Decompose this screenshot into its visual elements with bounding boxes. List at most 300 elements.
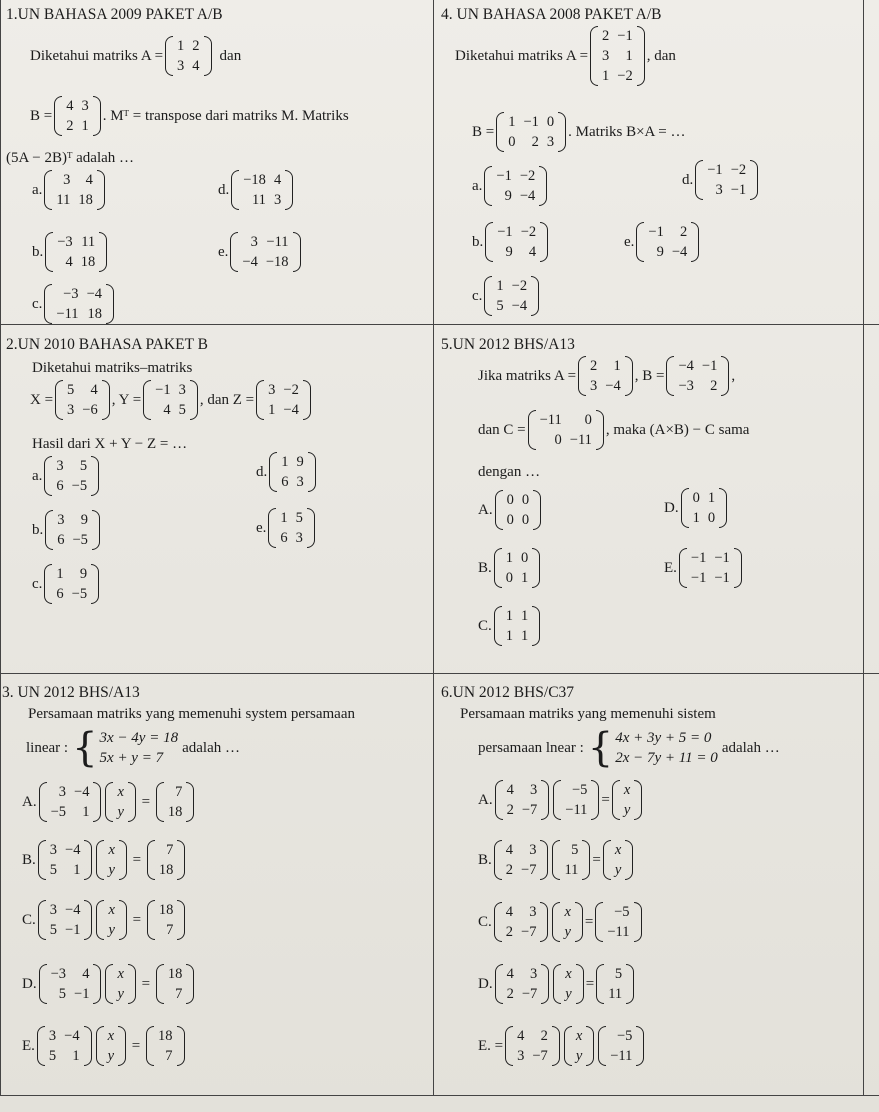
matrix-left-paren (39, 964, 47, 1004)
matrix-entry: −3 (63, 286, 79, 302)
matrix-right-paren (582, 840, 590, 880)
matrix-left-paren (147, 900, 155, 940)
matrix-entry: 9 (504, 188, 512, 205)
matrix-grid (154, 1026, 177, 1066)
matrix-entry: −1 (648, 224, 664, 240)
divider-col-left (0, 0, 1, 1095)
q1-option-d-label: d. (218, 181, 230, 198)
q1-option-e-matrix (230, 232, 300, 272)
matrix-entry: 2 (505, 862, 514, 879)
matrix-entry: y (107, 1048, 115, 1065)
matrix-left-paren (695, 160, 703, 200)
q6-option-e-label: E. = (478, 1037, 504, 1054)
matrix-left-paren (612, 780, 620, 820)
matrix-entry: 6 (56, 586, 64, 603)
matrix-entry: −1 (74, 986, 90, 1003)
matrix-entry: 9 (80, 512, 88, 528)
matrix-entry: 0 (521, 550, 529, 566)
matrix-entry: 18 (80, 254, 96, 271)
matrix-grid (47, 782, 94, 822)
matrix-entry: −5 (614, 904, 630, 920)
matrix-left-paren (603, 840, 611, 880)
q5-option-b (478, 548, 542, 588)
matrix-entry: −1 (690, 550, 707, 566)
matrix-entry: 0 (508, 134, 516, 151)
q2-option-d (256, 452, 318, 492)
matrix-grid (52, 456, 91, 496)
q4-option-e (624, 222, 701, 262)
q5-header: 5.UN 2012 BHS/A13 (441, 336, 575, 353)
matrix-entry: 9 (296, 454, 304, 470)
q6-option-c-label: C. (478, 913, 492, 930)
q5-matrix-c (528, 410, 604, 450)
q4-given (455, 26, 676, 86)
matrix-right-paren (539, 166, 547, 206)
matrix-grid (238, 232, 292, 272)
matrix-entry: −2 (283, 382, 299, 398)
q3-header: 3. UN 2012 BHS/A13 (2, 684, 140, 701)
q2-option-a-label: a. (32, 467, 43, 484)
q5-option-d-label: D. (664, 499, 679, 516)
matrix-entry: x (117, 966, 124, 982)
matrix-entry: 0 (707, 510, 716, 527)
q2-option-c (32, 564, 101, 604)
q5-option-c-label: C. (478, 617, 492, 634)
matrix-right-paren (102, 380, 110, 420)
matrix-entry: −3 (50, 966, 67, 982)
q1-option-c-matrix (44, 284, 114, 324)
matrix-grid (504, 112, 558, 152)
matrix-entry: 9 (505, 244, 513, 261)
matrix-entry: −11 (607, 924, 630, 941)
matrix-entry: 3 (530, 966, 538, 982)
matrix-entry: y (565, 986, 572, 1003)
matrix-entry: −4 (74, 784, 90, 800)
matrix-left-paren (44, 284, 52, 324)
q3-option-c: C. 3 −4 5 −1 x y = 18 7 (22, 900, 187, 940)
matrix-grid (561, 780, 591, 820)
q3-equation-system (72, 725, 179, 772)
q5-option-e (664, 548, 744, 588)
matrix-right-paren (84, 1026, 92, 1066)
matrix-left-paren (679, 548, 687, 588)
matrix-entry: x (117, 784, 124, 800)
matrix-left-paren (146, 1026, 154, 1066)
matrix-entry: 4 (273, 172, 282, 188)
matrix-entry: 2 (540, 1028, 548, 1044)
q1-b-line (30, 96, 349, 136)
matrix-left-paren (269, 452, 277, 492)
matrix-entry: 4 (66, 98, 74, 114)
matrix-grid (604, 964, 626, 1004)
matrix-grid (53, 510, 92, 550)
matrix-entry: 2 (66, 118, 74, 135)
q3-option-b-matrix (38, 840, 93, 880)
matrix-left-paren (96, 1026, 104, 1066)
q5-line1 (478, 356, 735, 396)
matrix-left-paren (44, 170, 52, 210)
q6-line1: Persamaan matriks yang memenuhi sistem (460, 706, 716, 722)
matrix-left-paren (165, 36, 173, 76)
matrix-entry: 3 (546, 134, 555, 151)
q6-option-e (478, 1026, 646, 1066)
matrix-entry: 1 (496, 278, 504, 294)
matrix-entry: 5 (49, 862, 58, 879)
q6-option-c-rhs (595, 902, 641, 942)
matrix-left-paren (45, 232, 53, 272)
matrix-entry: −1 (155, 382, 171, 398)
q3-option-e-xy (96, 1026, 126, 1066)
q3-option-b: B. 3 −4 5 1 x y = 7 18 (22, 840, 187, 880)
matrix-left-paren (598, 1026, 606, 1066)
matrix-entry: 4 (90, 382, 98, 398)
matrix-right-paren (119, 900, 127, 940)
matrix-left-paren (38, 900, 46, 940)
matrix-right-paren (106, 284, 114, 324)
matrix-right-paren (307, 508, 315, 548)
matrix-entry: 0 (554, 432, 562, 449)
q5-line3: dengan … (478, 464, 541, 480)
matrix-entry: −1 (65, 922, 81, 939)
matrix-entry: −1 (701, 358, 718, 374)
matrix-left-paren (496, 112, 504, 152)
q3-line1: Persamaan matriks yang memenuhi system persamaan (28, 706, 355, 722)
matrix-right-paren (186, 782, 194, 822)
matrix-right-paren (93, 964, 101, 1004)
matrix-entry: 2 (192, 38, 200, 54)
matrix-grid (560, 902, 574, 942)
q5-option-a-label: A. (478, 501, 493, 518)
matrix-right-paren (625, 356, 633, 396)
matrix-entry: 1 (72, 1048, 80, 1065)
matrix-right-paren (531, 276, 539, 316)
q3-option-e-label: E. (22, 1037, 35, 1054)
matrix-entry: 6 (281, 474, 289, 491)
matrix-grid (598, 26, 637, 86)
matrix-right-paren (558, 112, 566, 152)
matrix-left-paren (552, 902, 560, 942)
matrix-right-paren (118, 1026, 126, 1066)
q5-matrix-a (578, 356, 633, 396)
matrix-left-paren (636, 222, 644, 262)
q4-option-a-matrix (484, 166, 547, 206)
matrix-entry: 2 (506, 802, 514, 819)
matrix-entry: x (623, 782, 631, 798)
q5-option-b-matrix (494, 548, 541, 588)
q1-option-e-label: e. (218, 243, 229, 260)
q2-option-b-matrix (45, 510, 100, 550)
matrix-entry: 7 (166, 922, 174, 939)
q1-dan: dan (219, 47, 242, 64)
matrix-right-paren (92, 510, 100, 550)
matrix-entry: 11 (251, 192, 266, 209)
q6-option-b-matrix (494, 840, 549, 880)
matrix-entry: 5 (178, 402, 186, 419)
matrix-left-paren (156, 782, 164, 822)
matrix-entry: y (575, 1048, 583, 1065)
q5-prefix: Jika matriks A = (478, 367, 577, 384)
q1-option-b-matrix (45, 232, 107, 272)
q6-option-d-matrix (495, 964, 550, 1004)
matrix-right-paren (591, 780, 599, 820)
left-brace-icon: { (72, 725, 98, 772)
matrix-left-paren (256, 380, 264, 420)
matrix-grid (151, 380, 190, 420)
matrix-right-paren (691, 222, 699, 262)
q1-b-prefix: B = (30, 107, 53, 124)
matrix-entry: x (614, 842, 622, 858)
matrix-grid (104, 1026, 118, 1066)
matrix-entry: −11 (539, 412, 562, 428)
matrix-entry: 2 (602, 28, 610, 44)
matrix-entry: 4 (65, 254, 73, 271)
q2-question: Hasil dari X + Y − Z = … (32, 436, 188, 452)
matrix-entry: 5 (58, 986, 67, 1003)
matrix-right-paren (625, 840, 633, 880)
matrix-entry: x (108, 842, 115, 858)
matrix-entry: −4 (86, 286, 102, 302)
matrix-grid (586, 356, 625, 396)
q2-option-a-matrix (44, 456, 99, 496)
matrix-right-paren (719, 488, 727, 528)
matrix-left-paren (596, 964, 604, 1004)
matrix-grid (492, 166, 539, 206)
q4-header: 4. UN BAHASA 2008 PAKET A/B (441, 6, 662, 23)
q3-option-c-rhs (147, 900, 186, 940)
matrix-grid (503, 490, 534, 530)
matrix-grid (502, 606, 533, 646)
matrix-entry: 1 (82, 804, 90, 821)
matrix-entry: −3 (57, 234, 73, 250)
matrix-entry: 3 (268, 382, 276, 398)
q5-option-c-matrix (494, 606, 541, 646)
matrix-entry: −1 (523, 114, 539, 130)
matrix-left-paren (564, 1026, 572, 1066)
matrix-right-paren (626, 964, 634, 1004)
matrix-left-paren (495, 964, 503, 1004)
matrix-entry: 5 (571, 842, 579, 858)
matrix-entry: 3 (590, 378, 598, 395)
matrix-left-paren (231, 170, 239, 210)
matrix-grid (46, 900, 85, 940)
matrix-entry: −3 (678, 378, 694, 395)
q5-option-e-label: E. (664, 559, 677, 576)
matrix-right-paren (308, 452, 316, 492)
matrix-entry: 3 (602, 48, 610, 65)
matrix-entry: −18 (265, 254, 289, 271)
matrix-entry: 18 (167, 804, 183, 821)
matrix-entry: 0 (521, 492, 530, 508)
matrix-right-paren (190, 380, 198, 420)
matrix-left-paren (37, 1026, 45, 1066)
q4-matrix-a (590, 26, 645, 86)
matrix-left-paren (44, 564, 52, 604)
matrix-entry: −11 (266, 234, 289, 250)
q3-eq1: 3x − 4y = 18 (99, 730, 179, 746)
matrix-entry: −4 (519, 188, 536, 205)
q5-option-e-matrix (679, 548, 742, 588)
matrix-entry: −1 (617, 28, 633, 44)
matrix-entry: 18 (158, 1028, 173, 1044)
matrix-left-paren (105, 782, 113, 822)
q6-eq1: 4x + 3y + 5 = 0 (615, 730, 712, 746)
matrix-entry: −4 (283, 402, 299, 419)
matrix-entry: −2 (520, 224, 537, 240)
matrix-left-paren (494, 840, 502, 880)
matrix-entry: x (107, 1028, 115, 1044)
matrix-entry: −2 (511, 278, 528, 294)
matrix-left-paren (495, 490, 503, 530)
matrix-entry: 1 (268, 402, 276, 419)
matrix-entry: y (108, 862, 115, 879)
matrix-entry: 3 (295, 530, 303, 547)
matrix-right-paren (540, 222, 548, 262)
q2-option-b (32, 510, 102, 550)
matrix-entry: −4 (671, 244, 688, 261)
matrix-entry: 11 (56, 192, 71, 209)
matrix-entry: −4 (65, 842, 81, 858)
matrix-entry: 0 (546, 114, 555, 130)
matrix-entry: 2 (590, 358, 598, 374)
matrix-right-paren (91, 564, 99, 604)
matrix-right-paren (533, 490, 541, 530)
q3-option-e-rhs (146, 1026, 185, 1066)
q1-option-c-label: c. (32, 295, 43, 312)
matrix-entry: −1 (707, 162, 723, 178)
matrix-left-paren (494, 902, 502, 942)
matrix-entry: 3 (49, 902, 58, 918)
q1-header: 1.UN BAHASA 2009 PAKET A/B (6, 6, 223, 23)
matrix-entry: 1 (692, 510, 700, 527)
matrix-entry: 1 (505, 628, 514, 645)
q3-option-a-rhs (156, 782, 195, 822)
q3-option-d-matrix (39, 964, 102, 1004)
matrix-right-paren (721, 356, 729, 396)
q3-option-d-xy (105, 964, 135, 1004)
matrix-left-paren (55, 380, 63, 420)
matrix-left-paren (39, 782, 47, 822)
matrix-entry: 3 (250, 234, 258, 250)
matrix-entry: −1 (714, 550, 730, 566)
matrix-entry: 4 (505, 842, 514, 858)
matrix-entry: 11 (564, 862, 579, 879)
matrix-grid (113, 782, 127, 822)
matrix-left-paren (156, 964, 164, 1004)
matrix-left-paren (484, 276, 492, 316)
matrix-entry: 1 (707, 490, 716, 506)
q6-prefix: persamaan lnear : (478, 739, 584, 756)
matrix-right-paren (119, 840, 127, 880)
q2-option-b-label: b. (32, 521, 44, 538)
q4-option-b-matrix (485, 222, 548, 262)
matrix-right-paren (93, 96, 101, 136)
matrix-entry: 1 (281, 454, 289, 470)
matrix-grid (606, 1026, 636, 1066)
matrix-right-paren (540, 840, 548, 880)
matrix-left-paren (230, 232, 238, 272)
matrix-entry: 3 (530, 782, 538, 798)
matrix-left-paren (143, 380, 151, 420)
q2-y-prefix: , Y = (111, 391, 142, 408)
q3-option-b-rhs (147, 840, 186, 880)
matrix-left-paren (666, 356, 674, 396)
matrix-entry: 5 (48, 1048, 57, 1065)
matrix-grid (503, 964, 542, 1004)
matrix-left-paren (595, 902, 603, 942)
q5-option-b-label: B. (478, 559, 492, 576)
matrix-entry: y (108, 922, 115, 939)
matrix-entry: 3 (517, 1048, 525, 1065)
matrix-grid (46, 840, 85, 880)
q3-option-a-matrix (39, 782, 102, 822)
matrix-entry: 1 (521, 608, 529, 624)
q5-option-a-matrix (495, 490, 542, 530)
matrix-entry: 5 (295, 510, 303, 526)
matrix-entry: 18 (78, 192, 93, 209)
matrix-entry: 9 (656, 244, 664, 261)
matrix-entry: 3 (529, 842, 537, 858)
matrix-right-paren (575, 902, 583, 942)
matrix-entry: 1 (56, 566, 64, 582)
matrix-left-paren (484, 166, 492, 206)
matrix-entry: −2 (617, 68, 633, 85)
matrix-entry: 3 (67, 402, 75, 419)
matrix-right-paren (734, 548, 742, 588)
matrix-entry: 1 (508, 114, 516, 130)
matrix-left-paren (268, 508, 276, 548)
q1-transpose-text: . Mᵀ = transpose dari matriks M. Matriks (102, 107, 349, 124)
matrix-entry: 0 (692, 490, 700, 506)
matrix-grid (644, 222, 691, 262)
q1-option-b-label: b. (32, 243, 44, 260)
matrix-grid (52, 170, 96, 210)
matrix-grid (264, 380, 303, 420)
matrix-entry: −4 (242, 254, 258, 271)
q5-option-d (664, 488, 729, 528)
matrix-entry: 6 (280, 530, 288, 547)
q6-option-c-vector (552, 902, 582, 942)
matrix-right-paren (84, 900, 92, 940)
left-brace-icon: { (587, 725, 614, 772)
q4-option-d-label: d. (682, 171, 694, 188)
matrix-entry: −5 (571, 782, 588, 798)
matrix-grid (703, 160, 750, 200)
q5-c-prefix: dan C = (478, 421, 526, 438)
matrix-entry: −5 (72, 532, 88, 549)
matrix-right-paren (93, 782, 101, 822)
matrix-grid (620, 780, 634, 820)
matrix-entry: y (564, 924, 571, 941)
q6-system (478, 725, 780, 772)
matrix-right-paren (91, 456, 99, 496)
q6-option-a-label: A. (478, 791, 493, 808)
matrix-left-paren (96, 900, 104, 940)
matrix-entry: 3 (81, 98, 89, 114)
matrix-entry: 4 (163, 402, 171, 419)
q3-option-a-label: A. (22, 793, 37, 810)
q5-matrix-b (666, 356, 729, 396)
matrix-right-paren (186, 964, 194, 1004)
matrix-entry: 1 (625, 48, 633, 65)
matrix-entry: 3 (57, 512, 65, 528)
matrix-grid (277, 452, 308, 492)
matrix-entry: −2 (730, 162, 747, 178)
q3-option-c-label: C. (22, 911, 36, 928)
matrix-entry: 4 (505, 904, 514, 920)
matrix-grid (63, 380, 102, 420)
matrix-entry: 3 (529, 904, 537, 920)
matrix-entry: 4 (528, 244, 537, 261)
